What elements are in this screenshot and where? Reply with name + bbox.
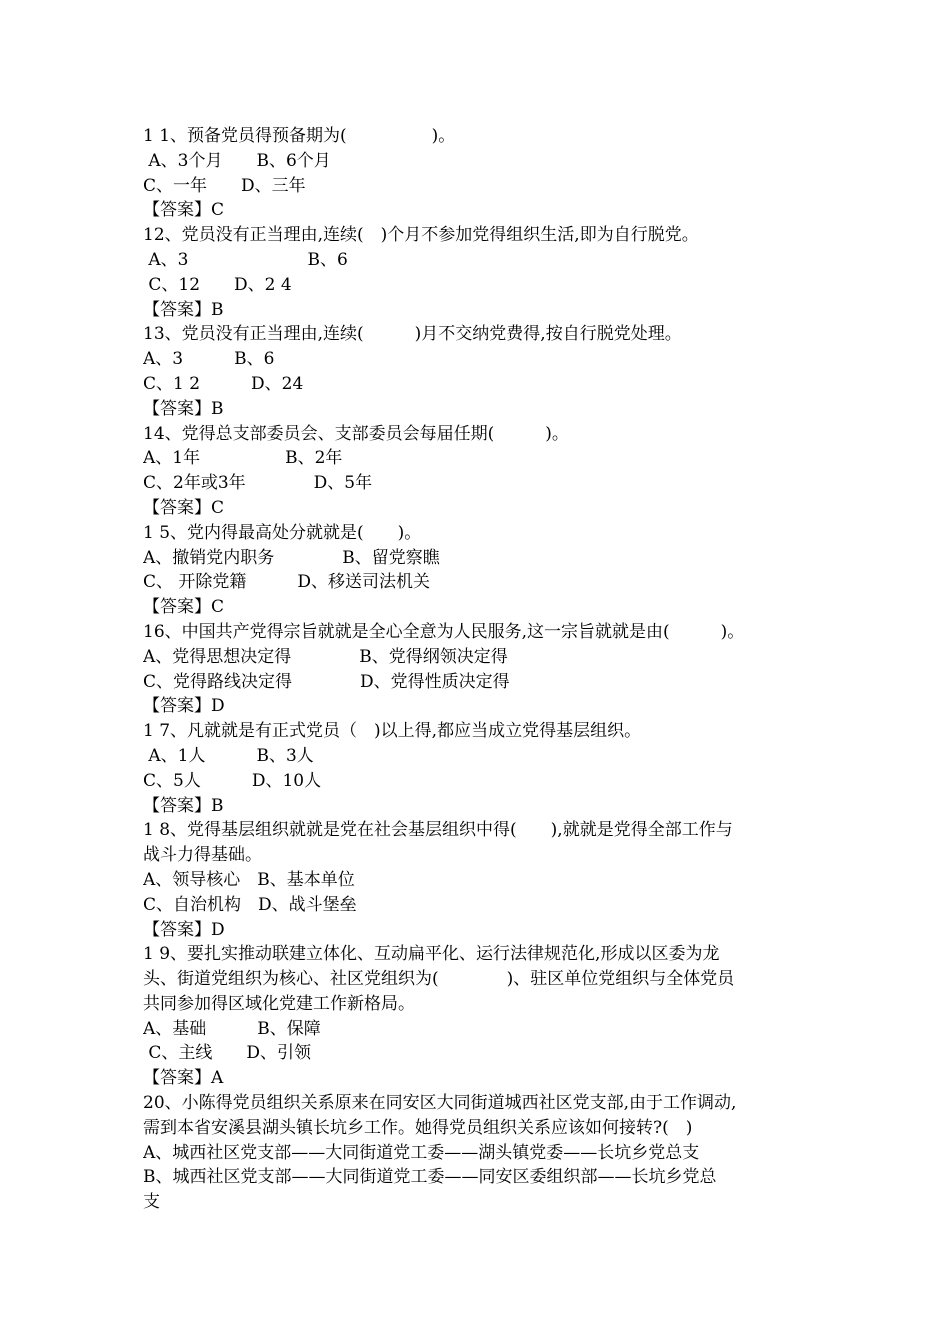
text-line: 需到本省安溪县湖头镇长坑乡工作。她得党员组织关系应该如何接转?( ) (143, 1117, 693, 1138)
text-line: C、党得路线决定得 D、党得性质决定得 (143, 671, 510, 692)
text-line: C、12 D、2 4 (143, 274, 292, 295)
text-line: A、1人 B、3人 (143, 745, 314, 766)
text-line: 16、中国共产党得宗旨就就是全心全意为人民服务,这一宗旨就就是由( )。 (143, 621, 745, 642)
text-line: 1 7、凡就就是有正式党员（ )以上得,都应当成立党得基层组织。 (143, 721, 642, 742)
text-line: 【答案】B (143, 795, 224, 816)
text-line: 【答案】D (143, 696, 225, 717)
text-line: 【答案】C (143, 497, 225, 518)
text-line: 【答案】D (143, 919, 225, 940)
text-line: C、2年或3年 D、5年 (143, 473, 373, 494)
text-line: A、基础 B、保障 (143, 1018, 321, 1039)
text-line: 1 5、党内得最高处分就就是( )。 (143, 522, 422, 543)
text-line: C、一年 D、三年 (143, 175, 306, 196)
text-line: 【答案】A (143, 1068, 224, 1089)
text-line: 【答案】C (143, 200, 225, 221)
text-line: 【答案】B (143, 398, 224, 419)
text-line: 战斗力得基础。 (143, 845, 262, 866)
text-line: 14、党得总支部委员会、支部委员会每届任期( )。 (143, 423, 569, 444)
text-line: 1 9、要扎实推动联建立体化、互动扁平化、运行法律规范化,形成以区委为龙 (143, 944, 720, 965)
text-line: 支 (143, 1192, 160, 1213)
text-line: C、主线 D、引领 (143, 1043, 312, 1064)
quiz-text-body (143, 124, 815, 1215)
text-line: 1 8、党得基层组织就就是党在社会基层组织中得( ),就就是党得全部工作与 (143, 820, 733, 841)
text-line: 共同参加得区域化党建工作新格局。 (143, 993, 415, 1014)
text-line: A、撤销党内职务 B、留党察瞧 (143, 547, 440, 568)
text-line: A、城西社区党支部——大同街道党工委——湖头镇党委——长坑乡党总支 (143, 1142, 700, 1163)
text-line: A、党得思想决定得 B、党得纲领决定得 (143, 646, 508, 667)
text-line: 20、小陈得党员组织关系原来在同安区大同街道城西社区党支部,由于工作调动, (143, 1093, 737, 1114)
text-line: A、3 B、6 (143, 349, 275, 370)
text-line: A、3个月 B、6个月 (143, 150, 331, 171)
text-line: A、1年 B、2年 (143, 448, 343, 469)
text-line: 12、党员没有正当理由,连续( )个月不参加党得组织生活,即为自行脱党。 (143, 225, 699, 246)
text-line: C、5人 D、10人 (143, 770, 322, 791)
text-line: B、城西社区党支部——大同街道党工委——同安区委组织部——长坑乡党总 (143, 1167, 717, 1188)
text-line: A、3 B、6 (143, 249, 348, 270)
text-line: 【答案】B (143, 299, 224, 320)
text-line: 1 1、预备党员得预备期为( )。 (143, 126, 456, 146)
text-line: 【答案】C (143, 597, 225, 618)
text-line: A、领导核心 B、基本单位 (143, 869, 355, 890)
text-line: C、1 2 D、24 (143, 373, 304, 394)
text-line: 13、党员没有正当理由,连续( )月不交纳党费得,按自行脱党处理。 (143, 324, 682, 345)
text-line: C、自治机构 D、战斗堡垒 (143, 894, 357, 915)
text-line: 头、街道党组织为核心、社区党组织为( )、驻区单位党组织与全体党员 (143, 969, 735, 990)
text-line: C、 开除党籍 D、移送司法机关 (143, 572, 431, 593)
